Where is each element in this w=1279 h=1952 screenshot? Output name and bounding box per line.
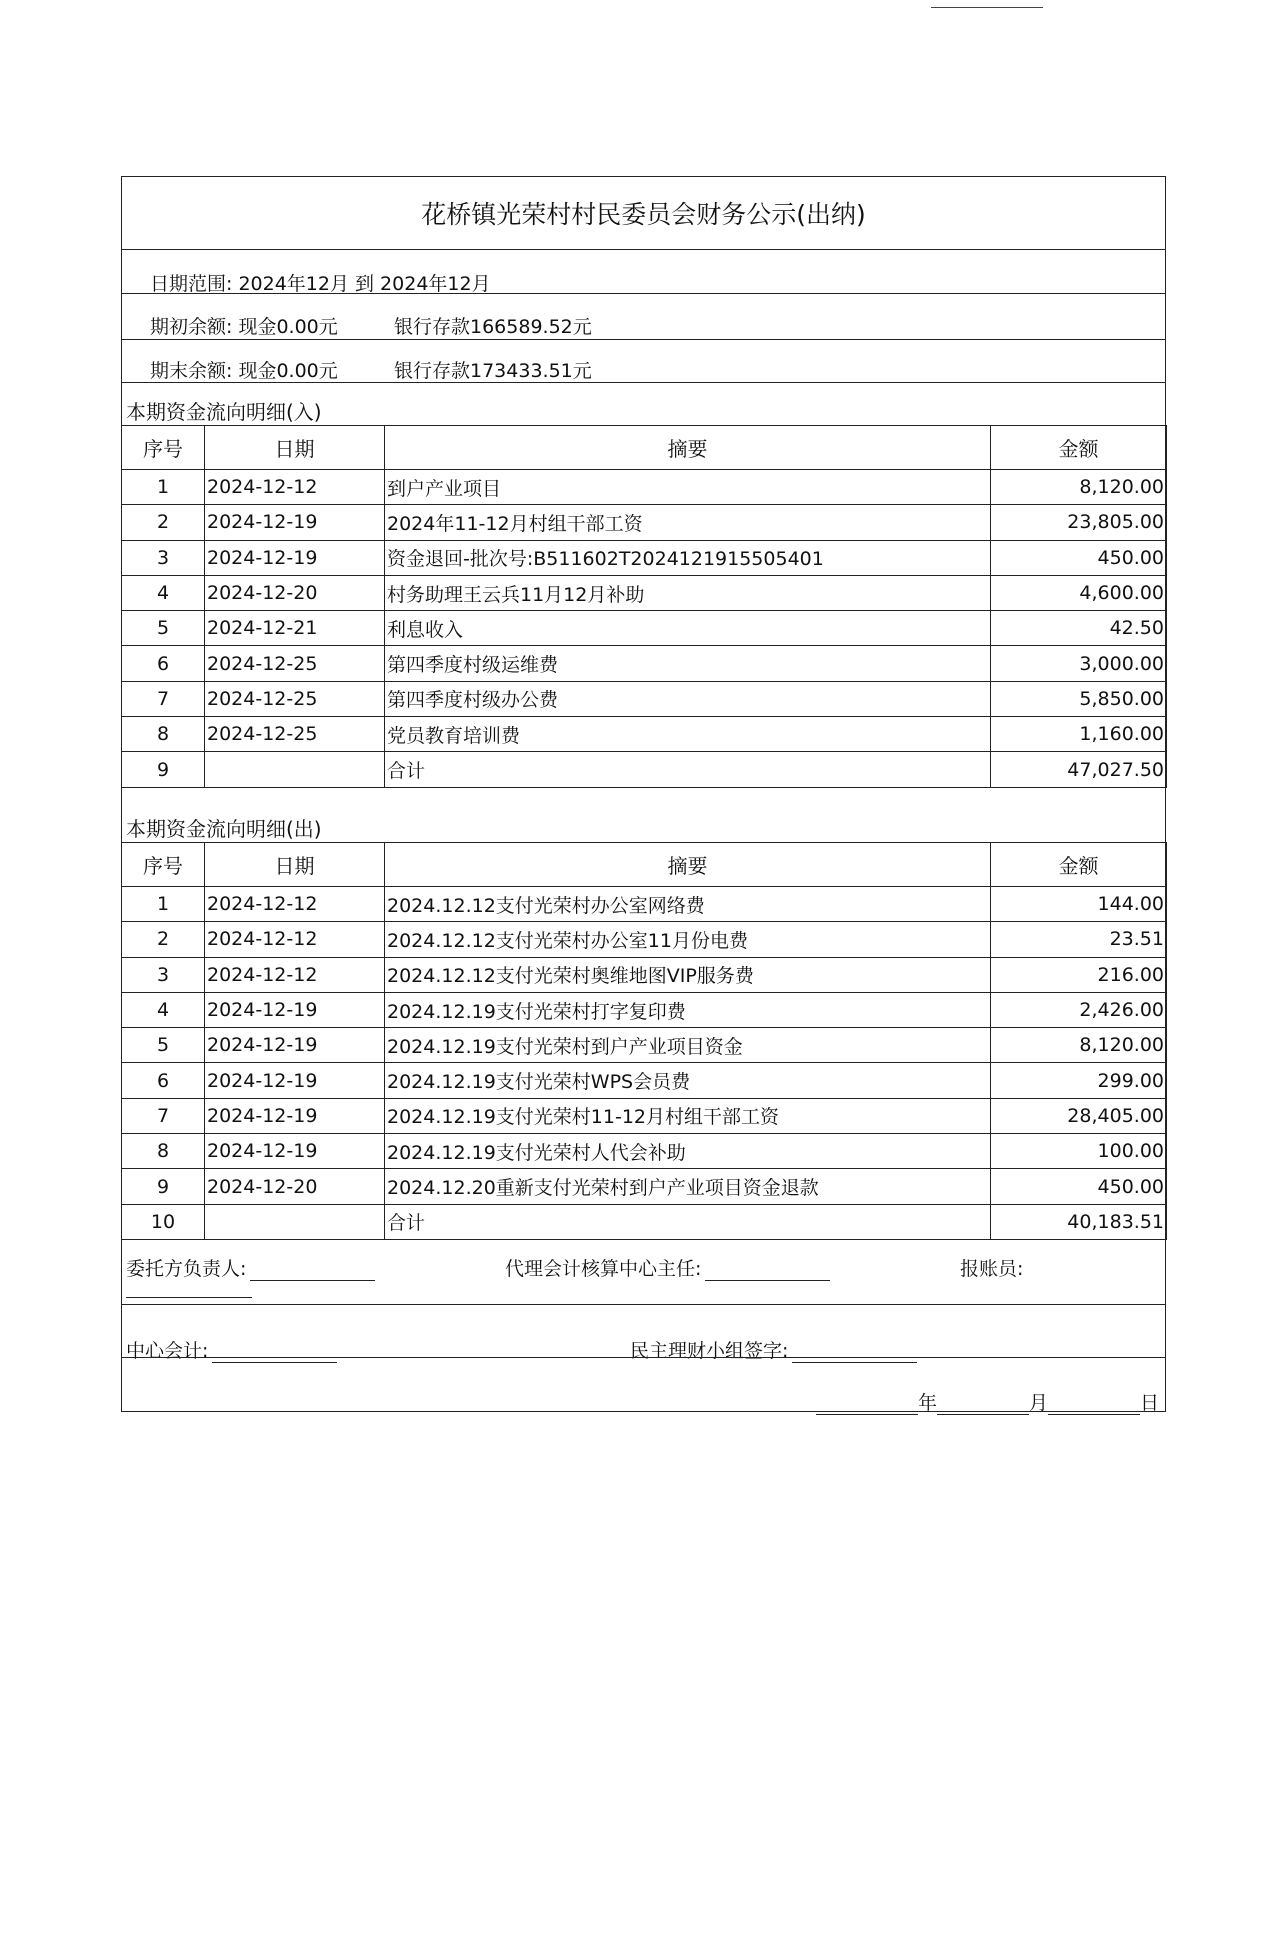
header-date: 日期 (205, 426, 385, 470)
row-amount: 216.00 (991, 957, 1167, 992)
director-signature (505, 1254, 830, 1281)
row-summary: 利息收入 (385, 611, 991, 646)
row-date: 2024-12-19 (205, 1134, 385, 1169)
row-no: 3 (122, 957, 205, 992)
row-summary: 2024.12.12支付光荣村办公室11月份电费 (385, 922, 991, 957)
row-summary: 2024.12.12支付光荣村办公室网络费 (385, 887, 991, 922)
row-date: 2024-12-25 (205, 646, 385, 681)
table-row (122, 922, 1167, 957)
row-date: 2024-12-12 (205, 470, 385, 505)
row-summary: 资金退回-批次号:B511602T2024121915505401 (385, 540, 991, 575)
row-summary: 合计 (385, 752, 991, 787)
signature-line (250, 1262, 375, 1281)
row-no: 7 (122, 1098, 205, 1133)
row-summary: 2024.12.19支付光荣村打字复印费 (385, 992, 991, 1027)
row-summary: 2024.12.19支付光荣村人代会补助 (385, 1134, 991, 1169)
row-amount: 28,405.00 (991, 1098, 1167, 1133)
table-row (122, 1063, 1167, 1098)
principal-label: 委托方负责人: (126, 1258, 247, 1280)
date-range: 日期范围: 2024年12月 到 2024年12月 (150, 273, 491, 295)
table-row (122, 681, 1167, 716)
day-line (1048, 1396, 1140, 1415)
expense-table (121, 842, 1167, 1240)
row-summary: 第四季度村级运维费 (385, 646, 991, 681)
row-no: 9 (122, 1169, 205, 1204)
header-date: 日期 (205, 843, 385, 887)
row-date: 2024-12-19 (205, 992, 385, 1027)
center-accountant-signature (126, 1336, 337, 1363)
row-summary: 2024.12.12支付光荣村奥维地图VIP服务费 (385, 957, 991, 992)
row-amount: 144.00 (991, 887, 1167, 922)
row-no: 1 (122, 470, 205, 505)
row-date: 2024-12-12 (205, 957, 385, 992)
day-label: 日 (1140, 1392, 1160, 1414)
center-accountant-label: 中心会计: (126, 1340, 209, 1362)
row-date: 2024-12-19 (205, 505, 385, 540)
opening-cash: 期初余额: 现金0.00元 (150, 316, 338, 338)
row-no: 8 (122, 717, 205, 752)
table-row (122, 752, 1167, 787)
row-no: 5 (122, 1028, 205, 1063)
divider (122, 293, 1165, 294)
row-no: 4 (122, 575, 205, 610)
row-amount: 8,120.00 (991, 470, 1167, 505)
header-amount: 金额 (991, 843, 1167, 887)
row-no: 2 (122, 922, 205, 957)
row-amount: 100.00 (991, 1134, 1167, 1169)
row-summary: 2024.12.20重新支付光荣村到户产业项目资金退款 (385, 1169, 991, 1204)
income-section-title: 本期资金流向明细(入) (126, 400, 322, 424)
row-date: 2024-12-19 (205, 1063, 385, 1098)
row-date: 2024-12-25 (205, 681, 385, 716)
table-header-row (122, 426, 1167, 470)
director-label: 代理会计核算中心主任: (505, 1258, 702, 1280)
reimburser-signature (960, 1254, 1023, 1281)
divider (122, 1304, 1165, 1305)
row-summary: 到户产业项目 (385, 470, 991, 505)
top-rule (931, 7, 1043, 8)
row-amount: 4,600.00 (991, 575, 1167, 610)
row-date: 2024-12-20 (205, 1169, 385, 1204)
signature-line (212, 1344, 337, 1363)
signature-line (705, 1262, 830, 1281)
row-amount: 42.50 (991, 611, 1167, 646)
row-no: 2 (122, 505, 205, 540)
year-label: 年 (918, 1392, 938, 1414)
divider (122, 382, 1165, 383)
header-summary: 摘要 (385, 843, 991, 887)
row-date: 2024-12-19 (205, 1098, 385, 1133)
header-amount: 金额 (991, 426, 1167, 470)
row-amount: 2,426.00 (991, 992, 1167, 1027)
row-amount: 299.00 (991, 1063, 1167, 1098)
row-amount: 47,027.50 (991, 752, 1167, 787)
row-summary: 2024.12.19支付光荣村11-12月村组干部工资 (385, 1098, 991, 1133)
row-summary: 村务助理王云兵11月12月补助 (385, 575, 991, 610)
table-row (122, 992, 1167, 1027)
table-row (122, 505, 1167, 540)
month-label: 月 (1029, 1392, 1049, 1414)
signature-line (126, 1297, 252, 1298)
table-row (122, 611, 1167, 646)
month-line (937, 1396, 1029, 1415)
row-date: 2024-12-12 (205, 922, 385, 957)
row-date: 2024-12-25 (205, 717, 385, 752)
table-row (122, 575, 1167, 610)
row-amount: 5,850.00 (991, 681, 1167, 716)
row-no: 10 (122, 1204, 205, 1239)
row-no: 9 (122, 752, 205, 787)
closing-cash: 期末余额: 现金0.00元 (150, 360, 338, 382)
signature-line (792, 1344, 917, 1363)
row-no: 3 (122, 540, 205, 575)
closing-bank: 银行存款173433.51元 (394, 360, 592, 382)
row-no: 1 (122, 887, 205, 922)
row-summary: 第四季度村级办公费 (385, 681, 991, 716)
row-date: 2024-12-19 (205, 1028, 385, 1063)
divider (122, 249, 1165, 250)
row-no: 7 (122, 681, 205, 716)
row-summary: 2024.12.19支付光荣村到户产业项目资金 (385, 1028, 991, 1063)
page-title: 花桥镇光荣村村民委员会财务公示(出纳) (421, 200, 866, 229)
table-row (122, 887, 1167, 922)
table-header-row (122, 843, 1167, 887)
row-date: 2024-12-12 (205, 887, 385, 922)
row-summary: 2024年11-12月村组干部工资 (385, 505, 991, 540)
row-amount: 3,000.00 (991, 646, 1167, 681)
row-summary: 党员教育培训费 (385, 717, 991, 752)
finance-group-label: 民主理财小组签字: (630, 1340, 789, 1362)
finance-notice-sheet (121, 176, 1166, 1412)
header-no: 序号 (122, 426, 205, 470)
row-amount: 40,183.51 (991, 1204, 1167, 1239)
table-row (122, 1028, 1167, 1063)
table-row (122, 957, 1167, 992)
table-row (122, 1169, 1167, 1204)
row-date (205, 1204, 385, 1239)
divider (122, 1357, 1165, 1358)
date-fields (816, 1388, 1159, 1415)
row-summary: 2024.12.19支付光荣村WPS会员费 (385, 1063, 991, 1098)
reimburser-label: 报账员: (960, 1258, 1024, 1280)
header-summary: 摘要 (385, 426, 991, 470)
finance-group-signature (630, 1336, 917, 1363)
opening-bank: 银行存款166589.52元 (394, 316, 592, 338)
row-no: 5 (122, 611, 205, 646)
row-date: 2024-12-19 (205, 540, 385, 575)
row-date: 2024-12-21 (205, 611, 385, 646)
table-row (122, 1098, 1167, 1133)
row-no: 6 (122, 1063, 205, 1098)
expense-section-title: 本期资金流向明细(出) (126, 817, 322, 841)
table-row (122, 717, 1167, 752)
table-row (122, 1134, 1167, 1169)
table-row (122, 646, 1167, 681)
row-date: 2024-12-20 (205, 575, 385, 610)
row-summary: 合计 (385, 1204, 991, 1239)
row-no: 8 (122, 1134, 205, 1169)
row-amount: 450.00 (991, 540, 1167, 575)
row-amount: 450.00 (991, 1169, 1167, 1204)
row-amount: 23,805.00 (991, 505, 1167, 540)
row-no: 4 (122, 992, 205, 1027)
divider (122, 339, 1165, 340)
principal-signature (126, 1254, 375, 1281)
income-table (121, 425, 1167, 788)
row-amount: 1,160.00 (991, 717, 1167, 752)
row-no: 6 (122, 646, 205, 681)
table-row (122, 540, 1167, 575)
row-amount: 23.51 (991, 922, 1167, 957)
year-line (816, 1396, 918, 1415)
table-row (122, 1204, 1167, 1239)
row-date (205, 752, 385, 787)
row-amount: 8,120.00 (991, 1028, 1167, 1063)
header-no: 序号 (122, 843, 205, 887)
table-row (122, 470, 1167, 505)
